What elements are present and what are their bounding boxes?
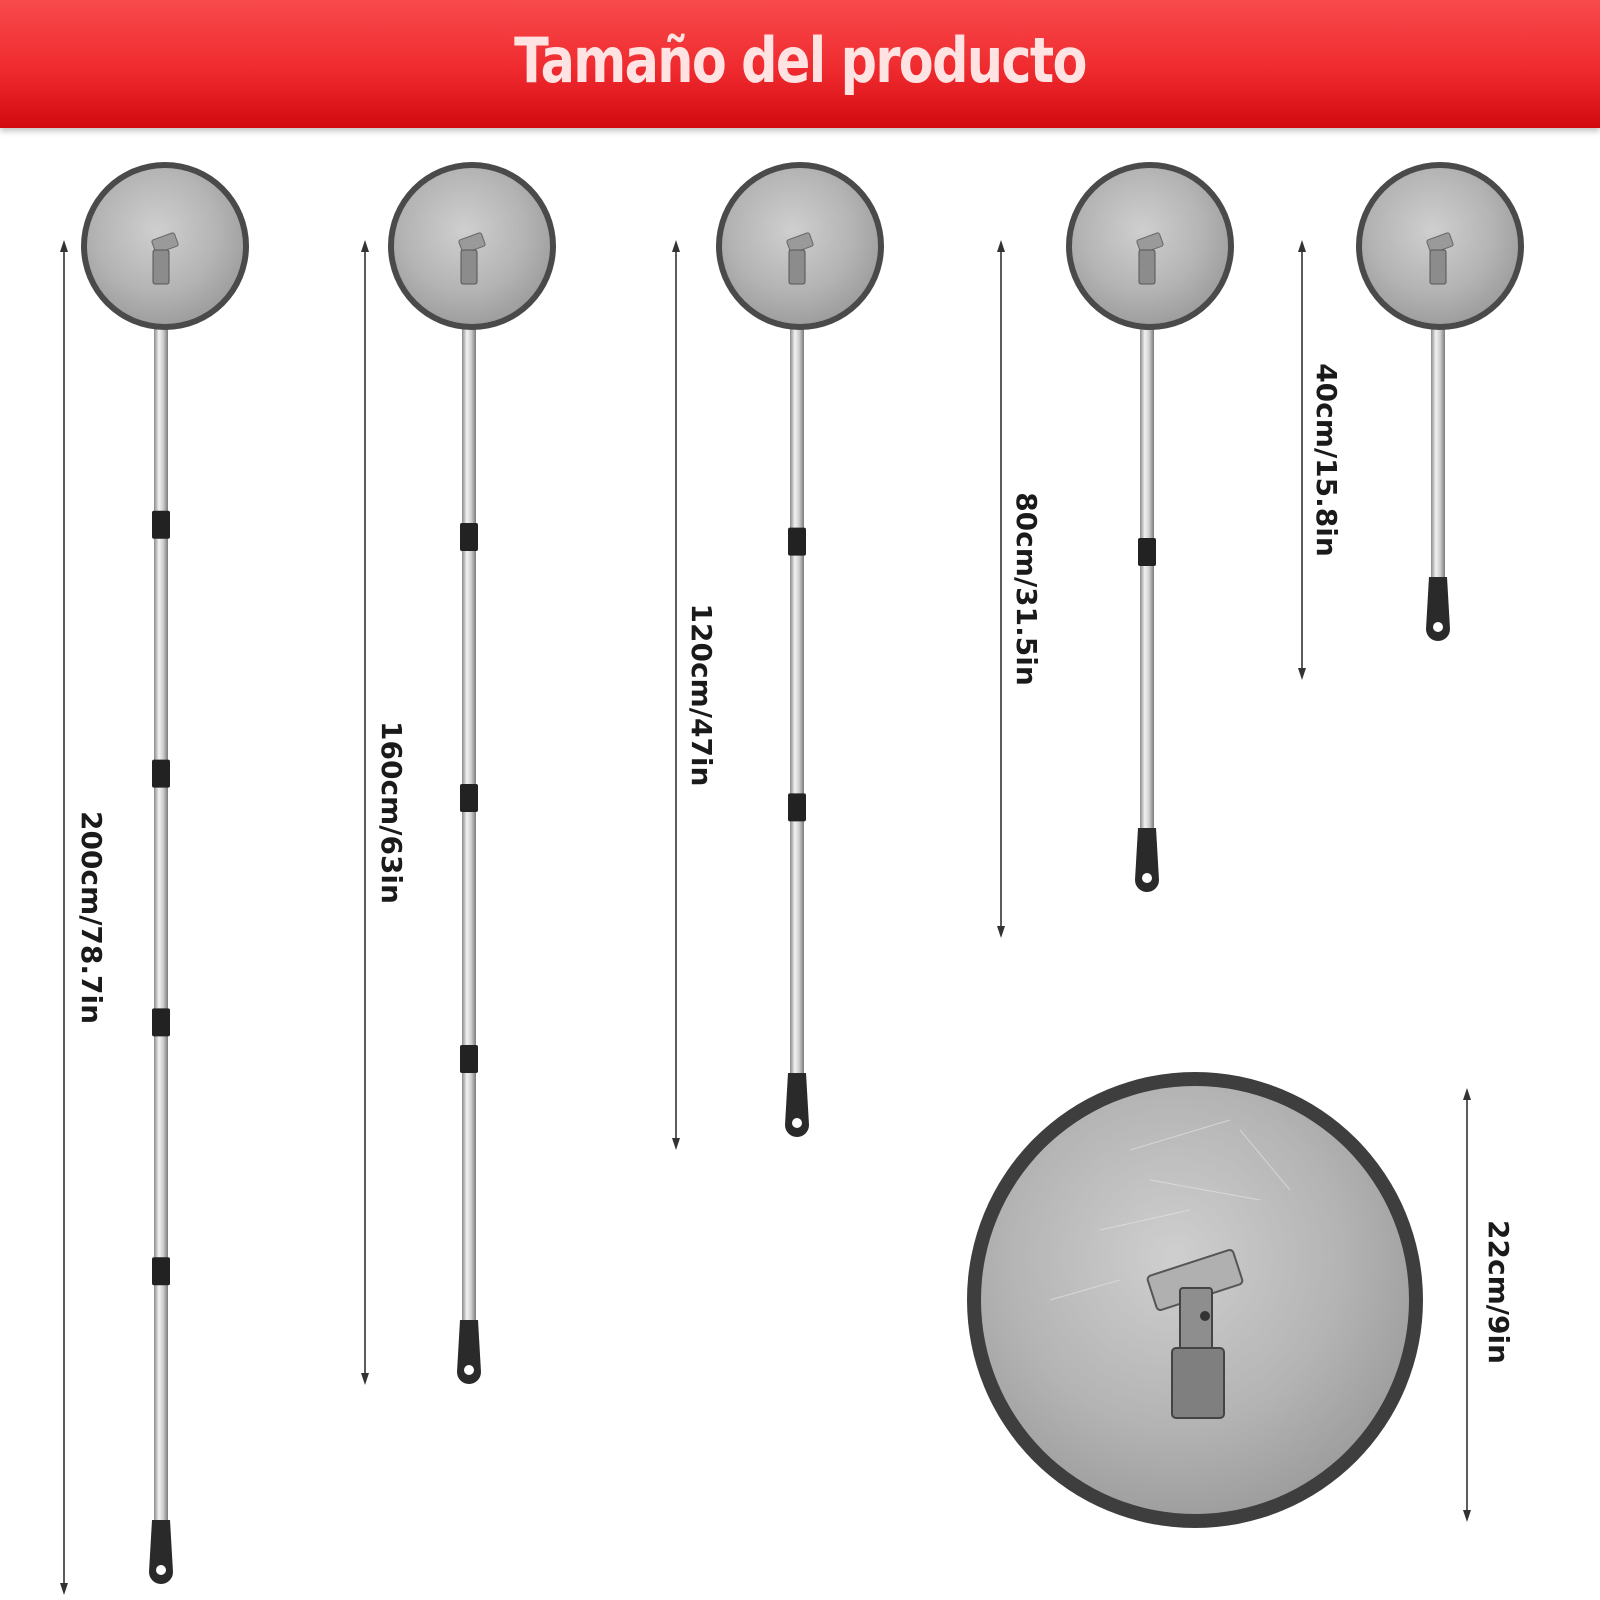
pole-collar <box>460 1045 478 1073</box>
pole-collar <box>460 523 478 551</box>
mirror-head <box>388 162 556 330</box>
pole-collar <box>788 528 806 556</box>
mirror-head <box>1066 162 1234 330</box>
product-pole-120cm <box>672 162 884 1150</box>
mirror-head <box>1356 162 1524 330</box>
telescopic-pole <box>152 276 170 1520</box>
telescopic-pole <box>1138 276 1156 828</box>
telescopic-pole <box>788 276 806 1073</box>
pole-collar <box>788 793 806 821</box>
length-arrow <box>361 240 369 1385</box>
handle-grip <box>1135 828 1159 892</box>
telescopic-pole <box>460 276 478 1320</box>
product-pole-40cm <box>1298 162 1524 680</box>
pole-collar <box>460 784 478 812</box>
length-arrow <box>997 240 1005 938</box>
length-label: 160cm/63in <box>375 721 408 904</box>
length-arrow <box>1298 240 1306 680</box>
diameter-arrow <box>1463 1088 1471 1522</box>
length-arrow <box>672 240 680 1150</box>
handle-grip <box>1426 577 1450 641</box>
length-arrow <box>60 240 68 1595</box>
mirror-detail <box>967 1072 1423 1528</box>
pole-collar <box>152 760 170 788</box>
diameter-label: 22cm/9in <box>1482 1220 1515 1364</box>
length-label: 80cm/31.5in <box>1010 492 1043 686</box>
length-label: 200cm/78.7in <box>75 810 108 1025</box>
product-pole-80cm <box>997 162 1234 938</box>
length-label: 120cm/47in <box>685 603 718 787</box>
product-pole-200cm <box>60 162 249 1595</box>
handle-grip <box>149 1520 173 1584</box>
product-pole-160cm <box>361 162 556 1385</box>
mirror-head <box>716 162 884 330</box>
pole-collar <box>152 511 170 539</box>
pole-collar <box>152 1008 170 1036</box>
pole-collar <box>1138 538 1156 566</box>
pole-collar <box>152 1257 170 1285</box>
handle-grip <box>785 1073 809 1137</box>
page-title: Tamaño del producto <box>514 24 1086 97</box>
length-label: 40cm/15.8in <box>1310 363 1343 557</box>
mirror-head <box>81 162 249 330</box>
handle-grip <box>457 1320 481 1384</box>
